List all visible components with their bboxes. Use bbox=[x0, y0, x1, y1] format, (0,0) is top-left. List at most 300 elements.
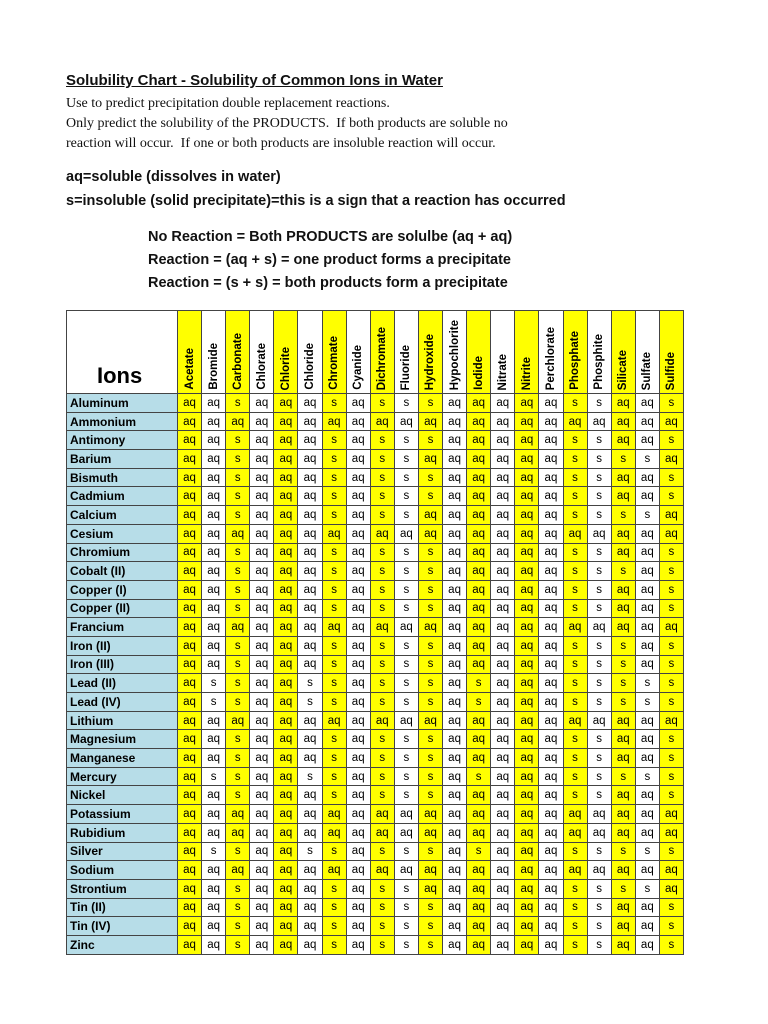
solubility-cell: aq bbox=[274, 599, 298, 618]
ion-label: Copper (II) bbox=[67, 599, 178, 618]
solubility-cell: s bbox=[635, 842, 659, 861]
solubility-cell: aq bbox=[370, 861, 394, 880]
solubility-cell: s bbox=[563, 468, 587, 487]
solubility-cell: s bbox=[611, 879, 635, 898]
solubility-cell: aq bbox=[611, 749, 635, 768]
table-row bbox=[67, 805, 684, 824]
solubility-cell: s bbox=[587, 506, 611, 525]
solubility-cell: aq bbox=[491, 506, 515, 525]
solubility-cell: aq bbox=[418, 711, 442, 730]
solubility-cell: s bbox=[394, 487, 418, 506]
solubility-cell: aq bbox=[250, 917, 274, 936]
solubility-cell: s bbox=[659, 655, 683, 674]
solubility-cell: aq bbox=[515, 767, 539, 786]
solubility-cell: aq bbox=[539, 394, 563, 413]
solubility-cell: aq bbox=[370, 618, 394, 637]
solubility-cell: aq bbox=[515, 431, 539, 450]
solubility-cell: s bbox=[322, 879, 346, 898]
solubility-cell: s bbox=[563, 749, 587, 768]
solubility-cell: aq bbox=[202, 599, 226, 618]
table-row bbox=[67, 543, 684, 562]
solubility-cell: aq bbox=[250, 898, 274, 917]
solubility-cell: aq bbox=[467, 861, 491, 880]
solubility-cell: aq bbox=[491, 599, 515, 618]
solubility-cell: s bbox=[467, 842, 491, 861]
solubility-cell: aq bbox=[418, 524, 442, 543]
solubility-cell: aq bbox=[202, 730, 226, 749]
solubility-cell: aq bbox=[491, 823, 515, 842]
solubility-cell: aq bbox=[274, 655, 298, 674]
solubility-cell: aq bbox=[539, 879, 563, 898]
solubility-cell: aq bbox=[274, 861, 298, 880]
solubility-cell: aq bbox=[394, 618, 418, 637]
solubility-cell: aq bbox=[515, 917, 539, 936]
solubility-cell: aq bbox=[346, 767, 370, 786]
solubility-cell: aq bbox=[659, 711, 683, 730]
solubility-cell: s bbox=[611, 674, 635, 693]
solubility-cell: aq bbox=[467, 730, 491, 749]
column-header-label: Acetate bbox=[183, 348, 196, 390]
table-row bbox=[67, 917, 684, 936]
solubility-cell: aq bbox=[611, 412, 635, 431]
column-header-label: Phosphite bbox=[593, 334, 606, 390]
solubility-cell: aq bbox=[515, 730, 539, 749]
solubility-cell: aq bbox=[611, 487, 635, 506]
solubility-cell: aq bbox=[539, 580, 563, 599]
solubility-cell: s bbox=[322, 543, 346, 562]
solubility-cell: aq bbox=[515, 450, 539, 469]
ion-label: Sodium bbox=[67, 861, 178, 880]
solubility-cell: aq bbox=[202, 506, 226, 525]
solubility-cell: s bbox=[659, 917, 683, 936]
solubility-cell: s bbox=[394, 898, 418, 917]
solubility-cell: aq bbox=[346, 879, 370, 898]
solubility-cell: aq bbox=[539, 524, 563, 543]
column-header-fluoride bbox=[394, 311, 418, 394]
solubility-cell: aq bbox=[322, 861, 346, 880]
ion-label: Strontium bbox=[67, 879, 178, 898]
solubility-cell: s bbox=[587, 917, 611, 936]
solubility-cell: aq bbox=[346, 562, 370, 581]
solubility-cell: aq bbox=[539, 935, 563, 954]
solubility-cell: aq bbox=[250, 711, 274, 730]
column-header-label: Nitrate bbox=[496, 353, 509, 390]
solubility-cell: aq bbox=[202, 823, 226, 842]
solubility-cell: s bbox=[587, 655, 611, 674]
solubility-cell: aq bbox=[587, 823, 611, 842]
solubility-cell: s bbox=[226, 562, 250, 581]
column-header-cyanide bbox=[346, 311, 370, 394]
solubility-cell: aq bbox=[443, 842, 467, 861]
solubility-cell: aq bbox=[539, 431, 563, 450]
solubility-cell: aq bbox=[539, 693, 563, 712]
table-row bbox=[67, 898, 684, 917]
solubility-cell: s bbox=[322, 599, 346, 618]
solubility-cell: s bbox=[587, 543, 611, 562]
solubility-cell: aq bbox=[226, 711, 250, 730]
solubility-cell: aq bbox=[250, 450, 274, 469]
solubility-cell: aq bbox=[587, 618, 611, 637]
solubility-cell: aq bbox=[346, 506, 370, 525]
solubility-cell: aq bbox=[298, 394, 322, 413]
solubility-cell: s bbox=[370, 394, 394, 413]
solubility-cell: s bbox=[418, 636, 442, 655]
solubility-cell: aq bbox=[394, 823, 418, 842]
solubility-cell: aq bbox=[635, 805, 659, 824]
column-header-chloride bbox=[298, 311, 322, 394]
solubility-cell: s bbox=[370, 749, 394, 768]
solubility-cell: s bbox=[226, 917, 250, 936]
solubility-cell: aq bbox=[346, 805, 370, 824]
solubility-cell: s bbox=[563, 431, 587, 450]
solubility-cell: aq bbox=[250, 394, 274, 413]
solubility-cell: aq bbox=[443, 730, 467, 749]
solubility-cell: s bbox=[394, 730, 418, 749]
solubility-cell: aq bbox=[611, 618, 635, 637]
solubility-cell: aq bbox=[587, 805, 611, 824]
solubility-cell: s bbox=[587, 599, 611, 618]
solubility-cell: aq bbox=[250, 674, 274, 693]
solubility-cell: aq bbox=[611, 805, 635, 824]
solubility-cell: aq bbox=[659, 506, 683, 525]
solubility-cell: aq bbox=[491, 879, 515, 898]
solubility-cell: s bbox=[587, 730, 611, 749]
solubility-cell: s bbox=[202, 674, 226, 693]
solubility-cell: s bbox=[418, 487, 442, 506]
solubility-cell: aq bbox=[491, 693, 515, 712]
solubility-cell: s bbox=[659, 487, 683, 506]
solubility-cell: s bbox=[298, 842, 322, 861]
solubility-cell: aq bbox=[515, 618, 539, 637]
solubility-cell: s bbox=[659, 468, 683, 487]
legend-aq: aq=soluble (dissolves in water) bbox=[66, 169, 281, 185]
solubility-cell: aq bbox=[515, 693, 539, 712]
ion-label: Tin (IV) bbox=[67, 917, 178, 936]
solubility-cell: s bbox=[587, 879, 611, 898]
solubility-cell: aq bbox=[659, 412, 683, 431]
solubility-cell: aq bbox=[659, 861, 683, 880]
ion-label: Lead (IV) bbox=[67, 693, 178, 712]
table-row bbox=[67, 618, 684, 637]
table-row bbox=[67, 749, 684, 768]
solubility-cell: aq bbox=[563, 711, 587, 730]
solubility-cell: s bbox=[563, 636, 587, 655]
solubility-cell: s bbox=[563, 935, 587, 954]
solubility-cell: s bbox=[659, 786, 683, 805]
solubility-cell: s bbox=[370, 562, 394, 581]
solubility-cell: aq bbox=[659, 524, 683, 543]
solubility-cell: s bbox=[394, 674, 418, 693]
solubility-cell: aq bbox=[274, 394, 298, 413]
solubility-cell: aq bbox=[394, 711, 418, 730]
solubility-cell: aq bbox=[515, 487, 539, 506]
solubility-cell: aq bbox=[250, 786, 274, 805]
column-header-label: Phosphate bbox=[569, 331, 582, 390]
solubility-cell: aq bbox=[202, 394, 226, 413]
solubility-cell: s bbox=[467, 693, 491, 712]
solubility-cell: aq bbox=[178, 543, 202, 562]
solubility-cell: aq bbox=[274, 618, 298, 637]
solubility-cell: aq bbox=[635, 898, 659, 917]
solubility-cell: aq bbox=[515, 861, 539, 880]
column-header-label: Iodide bbox=[472, 356, 485, 390]
solubility-cell: aq bbox=[394, 861, 418, 880]
solubility-cell: s bbox=[370, 917, 394, 936]
solubility-cell: aq bbox=[443, 823, 467, 842]
solubility-cell: aq bbox=[274, 450, 298, 469]
solubility-cell: aq bbox=[250, 693, 274, 712]
ion-label: Aluminum bbox=[67, 394, 178, 413]
solubility-cell: s bbox=[587, 580, 611, 599]
solubility-cell: aq bbox=[178, 487, 202, 506]
solubility-cell: aq bbox=[635, 749, 659, 768]
solubility-cell: aq bbox=[443, 412, 467, 431]
solubility-cell: s bbox=[226, 431, 250, 450]
solubility-cell: aq bbox=[178, 562, 202, 581]
solubility-cell: aq bbox=[467, 749, 491, 768]
solubility-cell: aq bbox=[370, 711, 394, 730]
ion-label: Chromium bbox=[67, 543, 178, 562]
solubility-cell: aq bbox=[467, 562, 491, 581]
solubility-cell: s bbox=[370, 580, 394, 599]
solubility-cell: aq bbox=[635, 562, 659, 581]
column-header-acetate bbox=[178, 311, 202, 394]
solubility-cell: aq bbox=[274, 468, 298, 487]
column-header-label: Bromide bbox=[207, 343, 220, 390]
solubility-cell: s bbox=[635, 450, 659, 469]
solubility-cell: aq bbox=[298, 823, 322, 842]
solubility-cell: s bbox=[563, 730, 587, 749]
solubility-cell: aq bbox=[491, 468, 515, 487]
solubility-cell: aq bbox=[298, 636, 322, 655]
column-header-perchlorate bbox=[539, 311, 563, 394]
solubility-cell: aq bbox=[346, 580, 370, 599]
solubility-cell: s bbox=[322, 730, 346, 749]
solubility-cell: aq bbox=[443, 468, 467, 487]
solubility-cell: s bbox=[322, 431, 346, 450]
solubility-cell: aq bbox=[443, 693, 467, 712]
solubility-cell: aq bbox=[467, 711, 491, 730]
intro-line-2: Only predict the solubility of the PRODUCTS. If both products are soluble no bbox=[66, 116, 508, 131]
solubility-cell: aq bbox=[443, 394, 467, 413]
solubility-cell: aq bbox=[178, 917, 202, 936]
solubility-cell: s bbox=[394, 655, 418, 674]
solubility-cell: aq bbox=[202, 898, 226, 917]
solubility-cell: aq bbox=[491, 394, 515, 413]
solubility-cell: aq bbox=[178, 935, 202, 954]
solubility-cell: aq bbox=[611, 935, 635, 954]
solubility-cell: aq bbox=[443, 450, 467, 469]
solubility-cell: aq bbox=[563, 412, 587, 431]
solubility-cell: aq bbox=[587, 711, 611, 730]
solubility-cell: aq bbox=[346, 655, 370, 674]
solubility-cell: s bbox=[418, 562, 442, 581]
solubility-cell: aq bbox=[491, 431, 515, 450]
solubility-cell: s bbox=[322, 562, 346, 581]
solubility-cell: aq bbox=[178, 823, 202, 842]
solubility-cell: aq bbox=[346, 431, 370, 450]
solubility-cell: aq bbox=[298, 786, 322, 805]
solubility-cell: s bbox=[394, 543, 418, 562]
solubility-cell: aq bbox=[515, 786, 539, 805]
solubility-cell: aq bbox=[202, 917, 226, 936]
solubility-cell: aq bbox=[274, 935, 298, 954]
solubility-cell: aq bbox=[635, 524, 659, 543]
solubility-cell: s bbox=[370, 636, 394, 655]
solubility-cell: aq bbox=[250, 805, 274, 824]
solubility-cell: aq bbox=[178, 786, 202, 805]
table-row bbox=[67, 468, 684, 487]
solubility-cell: aq bbox=[346, 935, 370, 954]
solubility-cell: aq bbox=[635, 543, 659, 562]
solubility-cell: aq bbox=[563, 618, 587, 637]
solubility-cell: aq bbox=[178, 674, 202, 693]
solubility-cell: s bbox=[370, 450, 394, 469]
solubility-cell: aq bbox=[635, 394, 659, 413]
solubility-cell: aq bbox=[443, 618, 467, 637]
solubility-cell: s bbox=[394, 562, 418, 581]
solubility-cell: s bbox=[563, 394, 587, 413]
solubility-cell: aq bbox=[202, 412, 226, 431]
solubility-cell: aq bbox=[635, 487, 659, 506]
solubility-cell: aq bbox=[539, 618, 563, 637]
solubility-cell: aq bbox=[443, 786, 467, 805]
solubility-cell: aq bbox=[298, 655, 322, 674]
solubility-cell: s bbox=[370, 842, 394, 861]
table-row bbox=[67, 487, 684, 506]
solubility-cell: s bbox=[563, 580, 587, 599]
solubility-cell: aq bbox=[539, 506, 563, 525]
solubility-cell: aq bbox=[539, 636, 563, 655]
solubility-cell: aq bbox=[250, 618, 274, 637]
table-row bbox=[67, 599, 684, 618]
solubility-cell: s bbox=[322, 842, 346, 861]
solubility-cell: s bbox=[394, 693, 418, 712]
column-header-nitrate bbox=[491, 311, 515, 394]
solubility-cell: aq bbox=[298, 730, 322, 749]
solubility-cell: aq bbox=[250, 468, 274, 487]
solubility-cell: aq bbox=[467, 487, 491, 506]
solubility-cell: s bbox=[659, 636, 683, 655]
ion-label: Barium bbox=[67, 450, 178, 469]
column-header-hydroxide bbox=[418, 311, 442, 394]
solubility-cell: aq bbox=[202, 487, 226, 506]
solubility-cell: aq bbox=[635, 786, 659, 805]
solubility-cell: s bbox=[635, 767, 659, 786]
solubility-cell: aq bbox=[491, 749, 515, 768]
solubility-cell: aq bbox=[274, 917, 298, 936]
solubility-cell: s bbox=[635, 879, 659, 898]
table-row bbox=[67, 524, 684, 543]
solubility-cell: aq bbox=[178, 468, 202, 487]
solubility-cell: aq bbox=[274, 898, 298, 917]
ion-label: Antimony bbox=[67, 431, 178, 450]
solubility-cell: s bbox=[322, 693, 346, 712]
solubility-cell: aq bbox=[346, 618, 370, 637]
solubility-cell: aq bbox=[250, 412, 274, 431]
solubility-cell: s bbox=[418, 431, 442, 450]
column-header-chlorite bbox=[274, 311, 298, 394]
solubility-cell: s bbox=[587, 693, 611, 712]
solubility-cell: aq bbox=[298, 879, 322, 898]
solubility-cell: aq bbox=[539, 861, 563, 880]
column-header-chlorate bbox=[250, 311, 274, 394]
solubility-cell: aq bbox=[202, 786, 226, 805]
solubility-cell: aq bbox=[491, 618, 515, 637]
ion-label: Bismuth bbox=[67, 468, 178, 487]
solubility-cell: s bbox=[226, 730, 250, 749]
solubility-cell: aq bbox=[322, 823, 346, 842]
solubility-cell: aq bbox=[443, 506, 467, 525]
solubility-cell: s bbox=[226, 487, 250, 506]
solubility-cell: aq bbox=[491, 711, 515, 730]
solubility-cell: aq bbox=[178, 879, 202, 898]
solubility-cell: aq bbox=[202, 636, 226, 655]
solubility-cell: aq bbox=[443, 562, 467, 581]
solubility-cell: s bbox=[611, 767, 635, 786]
solubility-cell: aq bbox=[443, 711, 467, 730]
reaction-rule-1: No Reaction = Both PRODUCTS are solulbe (aq + aq) bbox=[148, 229, 513, 245]
solubility-cell: s bbox=[418, 935, 442, 954]
solubility-cell: s bbox=[322, 655, 346, 674]
solubility-cell: s bbox=[659, 562, 683, 581]
solubility-cell: aq bbox=[178, 730, 202, 749]
solubility-cell: aq bbox=[370, 805, 394, 824]
column-header-label: Chromate bbox=[328, 336, 341, 390]
solubility-cell: aq bbox=[274, 749, 298, 768]
solubility-cell: aq bbox=[563, 805, 587, 824]
solubility-cell: aq bbox=[298, 618, 322, 637]
solubility-cell: aq bbox=[418, 450, 442, 469]
solubility-cell: aq bbox=[443, 879, 467, 898]
solubility-cell: aq bbox=[202, 543, 226, 562]
solubility-cell: aq bbox=[418, 618, 442, 637]
solubility-cell: s bbox=[322, 674, 346, 693]
solubility-cell: aq bbox=[467, 935, 491, 954]
solubility-cell: s bbox=[322, 636, 346, 655]
solubility-cell: s bbox=[322, 935, 346, 954]
solubility-cell: s bbox=[635, 674, 659, 693]
solubility-cell: s bbox=[659, 674, 683, 693]
solubility-cell: aq bbox=[298, 935, 322, 954]
solubility-cell: s bbox=[418, 468, 442, 487]
solubility-cell: aq bbox=[611, 580, 635, 599]
solubility-cell: aq bbox=[611, 524, 635, 543]
solubility-cell: s bbox=[587, 767, 611, 786]
solubility-cell: aq bbox=[611, 861, 635, 880]
solubility-cell: aq bbox=[635, 636, 659, 655]
solubility-cell: s bbox=[226, 749, 250, 768]
column-header-chromate bbox=[322, 311, 346, 394]
solubility-cell: aq bbox=[467, 898, 491, 917]
ion-label: Potassium bbox=[67, 805, 178, 824]
solubility-cell: aq bbox=[274, 879, 298, 898]
solubility-cell: aq bbox=[587, 861, 611, 880]
solubility-cell: aq bbox=[539, 468, 563, 487]
table-row bbox=[67, 693, 684, 712]
column-header-sulfate bbox=[635, 311, 659, 394]
solubility-cell: aq bbox=[611, 823, 635, 842]
solubility-cell: s bbox=[226, 580, 250, 599]
solubility-cell: aq bbox=[178, 655, 202, 674]
solubility-cell: aq bbox=[346, 524, 370, 543]
solubility-cell: aq bbox=[274, 823, 298, 842]
solubility-cell: aq bbox=[394, 524, 418, 543]
solubility-cell: aq bbox=[322, 618, 346, 637]
solubility-cell: aq bbox=[274, 674, 298, 693]
solubility-cell: s bbox=[394, 468, 418, 487]
column-header-label: Cyanide bbox=[352, 345, 365, 390]
